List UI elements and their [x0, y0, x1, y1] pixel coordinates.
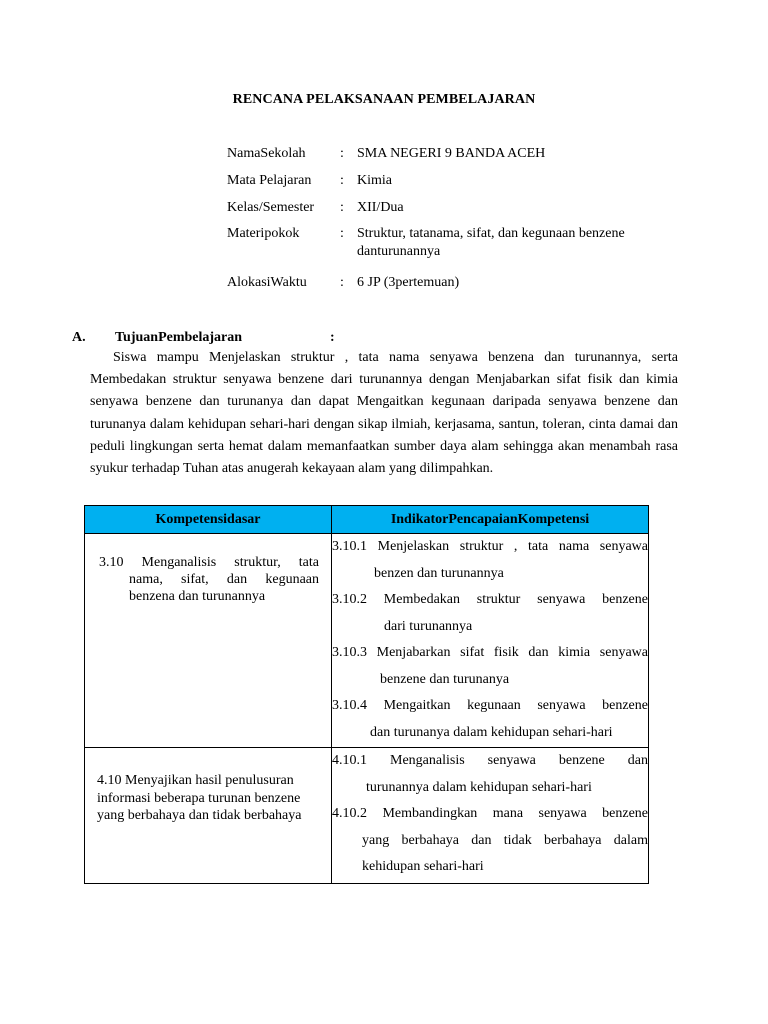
- indicator-item: [332, 801, 648, 881]
- page-title: RENCANA PELAKSANAAN PEMBELAJARAN: [232, 92, 536, 107]
- indicator-line: 4.10.2 Membandingkan mana senyawa benzene: [332, 806, 648, 821]
- indicator-item: [332, 587, 648, 640]
- table-row: [85, 748, 649, 884]
- competency-table: [84, 505, 649, 884]
- indicator-line: 4.10.1 Menganalisis senyawa benzene dan: [332, 753, 648, 768]
- table-row: [85, 534, 649, 748]
- section-colon: :: [330, 330, 335, 345]
- section-letter: A.: [72, 330, 86, 345]
- indicator-continuation: dari turunannya: [384, 618, 473, 634]
- indicator-continuation: benzen dan turunannya: [374, 565, 504, 581]
- section-title: TujuanPembelajaran: [115, 330, 243, 345]
- indicator-item: [332, 640, 648, 693]
- info-colon: :: [340, 226, 344, 241]
- info-label: Kelas/Semester: [227, 200, 315, 215]
- objective-paragraph: Siswa mampu Menjelaskan struktur , tata nama senyawa benzena dan turunannya, serta Membedakan struktur senyawa benzene dari turunannya dengan Menjabarkan sifat fisik dan kimia senyawa benzene dan turunanya dan dapat Mengaitkan kegunaan daripada senyawa benzene dan turunanya dalam kehidupan sehari-hari dengan sikap ilmiah, kerjasama, santun, toleran, cinta damai dan peduli lingkungan serta hemat dalam memanfaatkan sumber daya alam sehingga akan menambah rasa syukur terhadap Tuhan atas anugerah kekayaan alam yang dilimpahkan.: [90, 350, 678, 477]
- indicator-item: [332, 748, 648, 801]
- info-colon: :: [340, 146, 344, 161]
- info-value-line2: danturunannya: [357, 244, 441, 259]
- info-value: Struktur, tatanama, sifat, dan kegunaan benzene: [357, 226, 625, 241]
- indicator-continuation: dan turunanya dalam kehidupan sehari-hari: [370, 724, 613, 740]
- table-header-row: [85, 506, 649, 534]
- indicator-item: [332, 534, 648, 587]
- kd-text: [99, 554, 319, 605]
- info-value: Kimia: [357, 173, 392, 188]
- indicator-continuation: turunannya dalam kehidupan sehari-hari: [366, 779, 592, 795]
- info-colon: :: [340, 275, 344, 290]
- info-colon: :: [340, 173, 344, 188]
- info-colon: :: [340, 200, 344, 215]
- section-heading: [72, 330, 372, 348]
- kd-line: 3.10 Menganalisis struktur, tata: [99, 555, 319, 570]
- indicator-cell: [332, 748, 649, 884]
- indicator-item: [332, 693, 648, 746]
- info-label: Materipokok: [227, 226, 300, 241]
- kd-cell: [85, 534, 332, 748]
- indicator-continuation: benzene dan turunanya: [380, 671, 510, 687]
- kd-text: 4.10 Menyajikan hasil penulusuran informasi beberapa turunan benzene yang berbahaya dan tidak berbahaya: [97, 773, 302, 823]
- kd-continuation: nama, sifat, dan kegunaan benzena dan turunannya: [129, 572, 319, 604]
- info-value: SMA NEGERI 9 BANDA ACEH: [357, 146, 546, 161]
- indicator-line: 3.10.1 Menjelaskan struktur , tata nama senyawa: [332, 539, 648, 554]
- indicator-continuation: yang berbahaya dan tidak berbahaya dalam: [362, 832, 648, 848]
- info-value: 6 JP (3pertemuan): [357, 275, 460, 290]
- indicator-continuation: kehidupan sehari-hari: [362, 859, 484, 874]
- indicator-line: 3.10.4 Mengaitkan kegunaan senyawa benzene: [332, 698, 648, 713]
- info-label: Mata Pelajaran: [227, 173, 312, 188]
- header-kompetensi-dasar: Kompetensidasar: [85, 506, 332, 534]
- kd-cell: [85, 748, 332, 884]
- info-value: XII/Dua: [357, 200, 404, 215]
- indicator-line: 3.10.3 Menjabarkan sifat fisik dan kimia senyawa: [332, 645, 648, 660]
- header-indikator: IndikatorPencapaianKompetensi: [332, 506, 649, 534]
- info-label: AlokasiWaktu: [227, 275, 307, 290]
- indicator-cell: [332, 534, 649, 748]
- info-label: NamaSekolah: [227, 146, 306, 161]
- indicator-line: 3.10.2 Membedakan struktur senyawa benzene: [332, 592, 648, 607]
